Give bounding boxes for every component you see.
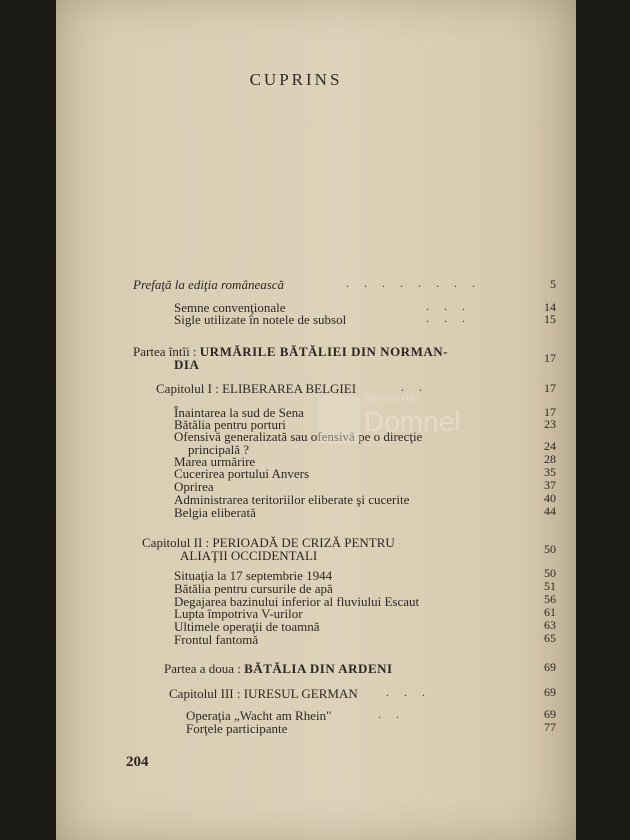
toc-page-number: 56 bbox=[544, 592, 556, 606]
toc-entry-continued: principală ? bbox=[188, 442, 249, 457]
watermark-box-icon bbox=[318, 396, 360, 444]
leader-dots: . . . bbox=[426, 311, 471, 325]
leader-dots: . . bbox=[401, 380, 428, 394]
toc-entry: Ultimele operaţii de toamnă bbox=[174, 619, 320, 634]
toc-page-number: 69 bbox=[544, 660, 556, 674]
toc-page-number: 37 bbox=[544, 478, 556, 492]
page-number-folio: 204 bbox=[126, 754, 149, 770]
toc-entry: Forţele participante bbox=[186, 721, 288, 736]
toc-entry: Marea urmărire bbox=[174, 454, 256, 469]
toc-entry: Operaţia „Wacht am Rhein" bbox=[186, 708, 332, 723]
part-prefix: Partea a doua : bbox=[164, 661, 241, 676]
toc-page-number: 44 bbox=[544, 504, 556, 518]
part-title-continued: DIA bbox=[174, 357, 200, 372]
toc-page-number: 51 bbox=[544, 579, 556, 593]
leader-dots: . . . bbox=[426, 299, 471, 313]
toc-page-number: 77 bbox=[544, 720, 556, 734]
toc-entry: Bătălia pentru porturi bbox=[174, 417, 286, 432]
leader-dots: . . . bbox=[386, 685, 431, 699]
toc-page-number: 69 bbox=[544, 685, 556, 699]
toc-entry: Degajarea bazinului inferior al fluviului Escaut bbox=[174, 594, 420, 609]
toc-entry: Sigle utilizate în notele de subsol bbox=[174, 312, 347, 327]
toc-page-number: 40 bbox=[544, 491, 556, 505]
toc-entry: Frontul fantomă bbox=[174, 632, 259, 647]
part-title: BĂTĂLIA DIN ARDENI bbox=[244, 661, 393, 676]
toc-page-number: 23 bbox=[544, 417, 556, 431]
toc-entry: Înaintarea la sud de Sena bbox=[174, 405, 304, 420]
toc-entry: Administrarea teritoriilor eliberate şi cucerite bbox=[174, 492, 410, 507]
toc-page-number: 35 bbox=[544, 465, 556, 479]
toc-page-number: 28 bbox=[544, 452, 556, 466]
leader-dots: . . . . . . . . bbox=[346, 276, 481, 290]
toc-entry: Belgia eliberată bbox=[174, 505, 256, 520]
toc-entry-preface: Prefaţă la ediţia românească bbox=[133, 277, 285, 292]
toc-entry: Cucerirea portului Anvers bbox=[174, 466, 310, 481]
toc-entry: Bătălia pentru cursurile de apă bbox=[174, 581, 333, 596]
toc-page-number: 17 bbox=[544, 351, 556, 365]
toc-chapter-heading: Capitolul I : ELIBERAREA BELGIEI bbox=[156, 381, 357, 396]
toc-entry: Situaţia la 17 septembrie 1944 bbox=[174, 568, 333, 583]
toc-page-number: 5 bbox=[550, 277, 556, 291]
toc-entry: Ofensivă generalizată sau ofensivă pe o direcţie bbox=[174, 429, 423, 444]
toc-page-number: 65 bbox=[544, 631, 556, 645]
toc-chapter-heading: Capitolul II : PERIOADĂ DE CRIZĂ PENTRU bbox=[142, 535, 395, 550]
toc-page-number: 24 bbox=[544, 439, 556, 453]
part-prefix: Partea întîi : bbox=[133, 344, 197, 359]
toc-page-number: 63 bbox=[544, 618, 556, 632]
toc-page-number: 17 bbox=[544, 405, 556, 419]
watermark-line2: Domnel bbox=[364, 406, 461, 437]
toc-entry: Oprirea bbox=[174, 479, 214, 494]
toc-entry: Lupta împotriva V-urilor bbox=[174, 606, 303, 621]
toc-part-heading bbox=[164, 662, 393, 675]
toc-page-number: 15 bbox=[544, 312, 556, 326]
toc-entry: Semne convenţionale bbox=[174, 300, 286, 315]
toc-chapter-heading-continued: ALIAŢII OCCIDENTALI bbox=[180, 548, 318, 563]
part-title: URMĂRILE BĂTĂLIEI DIN NORMAN- bbox=[199, 344, 448, 359]
toc-page-number: 69 bbox=[544, 707, 556, 721]
leader-dots: . . bbox=[378, 707, 405, 721]
toc-page-number: 50 bbox=[544, 566, 556, 580]
toc-page-number: 14 bbox=[544, 300, 556, 314]
watermark-line1: anticariat bbox=[366, 392, 421, 404]
toc-page-number: 17 bbox=[544, 381, 556, 395]
watermark-logo bbox=[318, 392, 468, 450]
book-page bbox=[56, 0, 576, 840]
toc-page-number: 61 bbox=[544, 605, 556, 619]
toc-chapter-heading: Capitolul III : IURESUL GERMAN bbox=[169, 686, 358, 701]
toc-page-number: 50 bbox=[544, 542, 556, 556]
page-title: CUPRINS bbox=[249, 70, 343, 89]
